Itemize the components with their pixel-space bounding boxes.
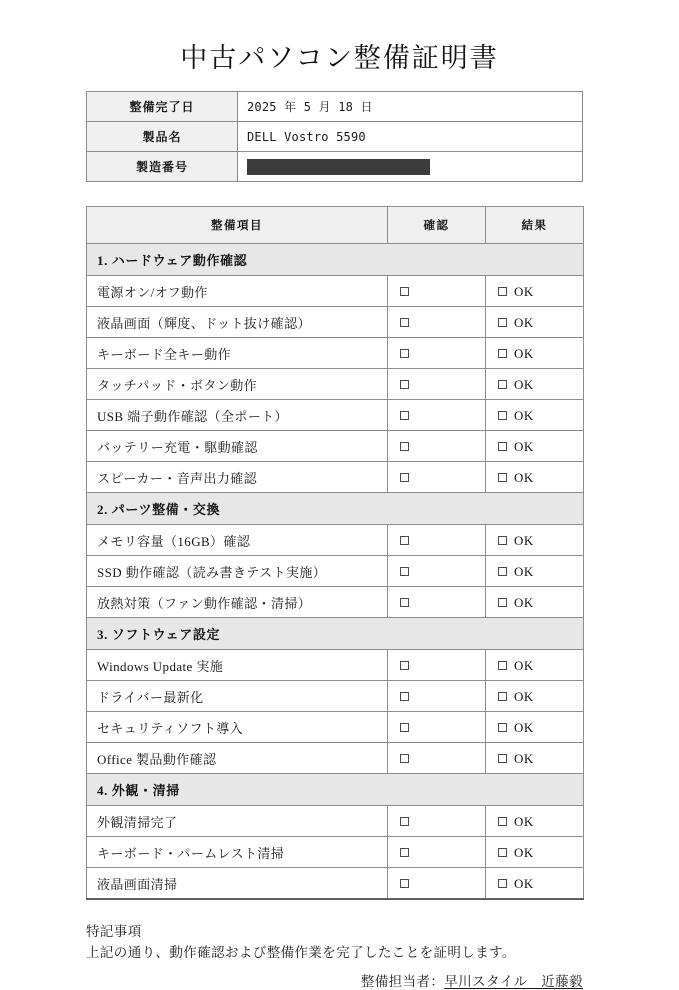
checklist-result-cell[interactable] — [486, 587, 584, 618]
checkbox-icon[interactable] — [400, 692, 409, 701]
result-ok-label: OK — [514, 875, 534, 891]
checklist-item-label: セキュリティソフト導入 — [87, 712, 388, 743]
checkbox-icon[interactable] — [400, 318, 409, 327]
certification-statement: 上記の通り、動作確認および整備作業を完了したことを証明します。 — [86, 945, 516, 961]
notes-title: 特記事項 — [86, 924, 142, 940]
result-ok-label: OK — [514, 345, 534, 361]
checklist-item-label: 放熱対策（ファン動作確認・清掃） — [87, 587, 388, 618]
checklist-result-cell[interactable] — [486, 431, 584, 462]
checklist-item-row — [87, 837, 584, 868]
checkbox-icon[interactable] — [498, 754, 507, 763]
checkbox-icon[interactable] — [498, 567, 507, 576]
device-info-row — [87, 92, 583, 122]
checklist-item-row — [87, 556, 584, 587]
checkbox-icon[interactable] — [498, 598, 507, 607]
checklist-result-cell[interactable] — [486, 462, 584, 493]
checkbox-icon[interactable] — [400, 567, 409, 576]
checkbox-icon[interactable] — [498, 380, 507, 389]
result-ok-label: OK — [514, 563, 534, 579]
result-ok-label: OK — [514, 688, 534, 704]
checklist-section-header-row — [87, 493, 584, 525]
checklist-item-label: SSD 動作確認（読み書きテスト実施） — [87, 556, 388, 587]
checklist-confirm-cell[interactable] — [388, 681, 486, 712]
checklist-confirm-cell[interactable] — [388, 712, 486, 743]
checklist-result-cell[interactable] — [486, 338, 584, 369]
device-info-value: DELL Vostro 5590 — [238, 122, 583, 152]
checklist-confirm-cell[interactable] — [388, 307, 486, 338]
checklist-item-row — [87, 369, 584, 400]
result-ok-label: OK — [514, 844, 534, 860]
checklist-result-cell[interactable] — [486, 650, 584, 681]
checklist-header — [87, 207, 584, 244]
checkbox-icon[interactable] — [498, 723, 507, 732]
checklist-section-heading: 4. 外観・清掃 — [87, 774, 584, 806]
checkbox-icon[interactable] — [400, 598, 409, 607]
checkbox-icon[interactable] — [400, 817, 409, 826]
checklist-item-row — [87, 276, 584, 307]
checklist-item-row — [87, 743, 584, 774]
checklist-confirm-cell[interactable] — [388, 525, 486, 556]
checklist-body — [87, 244, 584, 900]
checklist-confirm-cell[interactable] — [388, 276, 486, 307]
checklist-item-row — [87, 307, 584, 338]
checklist-item-row — [87, 431, 584, 462]
checkbox-icon[interactable] — [498, 349, 507, 358]
result-ok-label: OK — [514, 594, 534, 610]
checklist-item-label: バッテリー充電・駆動確認 — [87, 431, 388, 462]
checklist-result-cell[interactable] — [486, 712, 584, 743]
checkbox-icon[interactable] — [400, 661, 409, 670]
checkbox-icon[interactable] — [400, 442, 409, 451]
device-info-value — [238, 152, 583, 182]
checklist-item-row — [87, 400, 584, 431]
checkbox-icon[interactable] — [498, 692, 507, 701]
device-info-label: 製品名 — [87, 122, 238, 152]
footer-section — [86, 922, 583, 990]
checkbox-icon[interactable] — [498, 817, 507, 826]
checklist-section-heading: 3. ソフトウェア設定 — [87, 618, 584, 650]
checklist-result-cell[interactable] — [486, 369, 584, 400]
checklist-result-cell[interactable] — [486, 806, 584, 837]
checklist-result-cell[interactable] — [486, 525, 584, 556]
result-ok-label: OK — [514, 813, 534, 829]
checklist-confirm-cell[interactable] — [388, 837, 486, 868]
checkbox-icon[interactable] — [498, 536, 507, 545]
checklist-item-label: キーボード全キー動作 — [87, 338, 388, 369]
checkbox-icon[interactable] — [400, 536, 409, 545]
result-ok-label: OK — [514, 750, 534, 766]
checklist-result-cell[interactable] — [486, 556, 584, 587]
column-header-result: 結果 — [486, 207, 584, 244]
checklist-item-row — [87, 462, 584, 493]
checklist-confirm-cell[interactable] — [388, 369, 486, 400]
checklist-result-cell[interactable] — [486, 837, 584, 868]
checklist-confirm-cell[interactable] — [388, 462, 486, 493]
checklist-item-row — [87, 525, 584, 556]
checklist-confirm-cell[interactable] — [388, 431, 486, 462]
checklist-section-header-row — [87, 774, 584, 806]
checklist-item-row — [87, 650, 584, 681]
result-ok-label: OK — [514, 719, 534, 735]
checkbox-icon[interactable] — [400, 879, 409, 888]
checkbox-icon[interactable] — [400, 380, 409, 389]
checklist-confirm-cell[interactable] — [388, 743, 486, 774]
column-header-check: 確認 — [388, 207, 486, 244]
result-ok-label: OK — [514, 469, 534, 485]
checklist-result-cell[interactable] — [486, 681, 584, 712]
device-info-body — [87, 92, 583, 182]
checklist-item-label: Windows Update 実施 — [87, 650, 388, 681]
maintenance-checklist-table — [86, 206, 584, 900]
checkbox-icon[interactable] — [400, 411, 409, 420]
device-info-label: 製造番号 — [87, 152, 238, 182]
checkbox-icon[interactable] — [498, 879, 507, 888]
device-info-row — [87, 122, 583, 152]
checklist-item-label: メモリ容量（16GB）確認 — [87, 525, 388, 556]
checklist-item-label: 液晶画面清掃 — [87, 868, 388, 900]
checklist-section-header-row — [87, 618, 584, 650]
checklist-section-heading: 2. パーツ整備・交換 — [87, 493, 584, 525]
result-ok-label: OK — [514, 657, 534, 673]
device-info-row — [87, 152, 583, 182]
checklist-item-row — [87, 868, 584, 900]
result-ok-label: OK — [514, 532, 534, 548]
checklist-confirm-cell[interactable] — [388, 556, 486, 587]
checkbox-icon[interactable] — [400, 848, 409, 857]
checklist-confirm-cell[interactable] — [388, 400, 486, 431]
checklist-confirm-cell[interactable] — [388, 868, 486, 900]
checklist-section-header-row — [87, 244, 584, 276]
checkbox-icon[interactable] — [400, 287, 409, 296]
checkbox-icon[interactable] — [400, 349, 409, 358]
checkbox-icon[interactable] — [498, 411, 507, 420]
checklist-item-row — [87, 338, 584, 369]
checklist-result-cell[interactable] — [486, 743, 584, 774]
redaction-bar — [247, 159, 430, 175]
device-info-table — [86, 91, 583, 182]
checkbox-icon[interactable] — [498, 442, 507, 451]
checklist-confirm-cell[interactable] — [388, 587, 486, 618]
checklist-item-label: Office 製品動作確認 — [87, 743, 388, 774]
checklist-result-cell[interactable] — [486, 276, 584, 307]
checkbox-icon[interactable] — [498, 473, 507, 482]
checklist-result-cell[interactable] — [486, 307, 584, 338]
checklist-confirm-cell[interactable] — [388, 650, 486, 681]
checklist-item-row — [87, 712, 584, 743]
checklist-confirm-cell[interactable] — [388, 338, 486, 369]
checkbox-icon[interactable] — [498, 661, 507, 670]
checkbox-icon[interactable] — [400, 473, 409, 482]
checklist-header-row — [87, 207, 584, 244]
signer-label: 整備担当者： — [360, 974, 445, 990]
result-ok-label: OK — [514, 438, 534, 454]
page-title: 中古パソコン整備証明書 — [180, 43, 499, 73]
signer-name: 早川スタイル 近藤毅 — [444, 974, 583, 990]
checkbox-icon[interactable] — [498, 848, 507, 857]
checklist-result-cell[interactable] — [486, 400, 584, 431]
checklist-section-heading: 1. ハードウェア動作確認 — [87, 244, 584, 276]
checklist-item-label: 電源オン/オフ動作 — [87, 276, 388, 307]
checkbox-icon[interactable] — [498, 318, 507, 327]
checklist-item-label: スピーカー・音声出力確認 — [87, 462, 388, 493]
checklist-item-label: ドライバー最新化 — [87, 681, 388, 712]
checklist-item-row — [87, 587, 584, 618]
signature-line — [86, 970, 583, 990]
checklist-item-label: 外観清掃完了 — [87, 806, 388, 837]
checklist-result-cell[interactable] — [486, 868, 584, 900]
checkbox-icon[interactable] — [498, 287, 507, 296]
checklist-item-label: USB 端子動作確認（全ポート） — [87, 400, 388, 431]
checkbox-icon[interactable] — [400, 754, 409, 763]
result-ok-label: OK — [514, 314, 534, 330]
checklist-confirm-cell[interactable] — [388, 806, 486, 837]
checklist-item-row — [87, 681, 584, 712]
column-header-item: 整備項目 — [87, 207, 388, 244]
result-ok-label: OK — [514, 283, 534, 299]
checklist-item-label: タッチパッド・ボタン動作 — [87, 369, 388, 400]
device-info-label: 整備完了日 — [87, 92, 238, 122]
result-ok-label: OK — [514, 376, 534, 392]
checklist-item-label: 液晶画面（輝度、ドット抜け確認） — [87, 307, 388, 338]
checklist-item-row — [87, 806, 584, 837]
checklist-item-label: キーボード・パームレスト清掃 — [87, 837, 388, 868]
checkbox-icon[interactable] — [400, 723, 409, 732]
result-ok-label: OK — [514, 407, 534, 423]
device-info-value: 2025 年 5 月 18 日 — [238, 92, 583, 122]
